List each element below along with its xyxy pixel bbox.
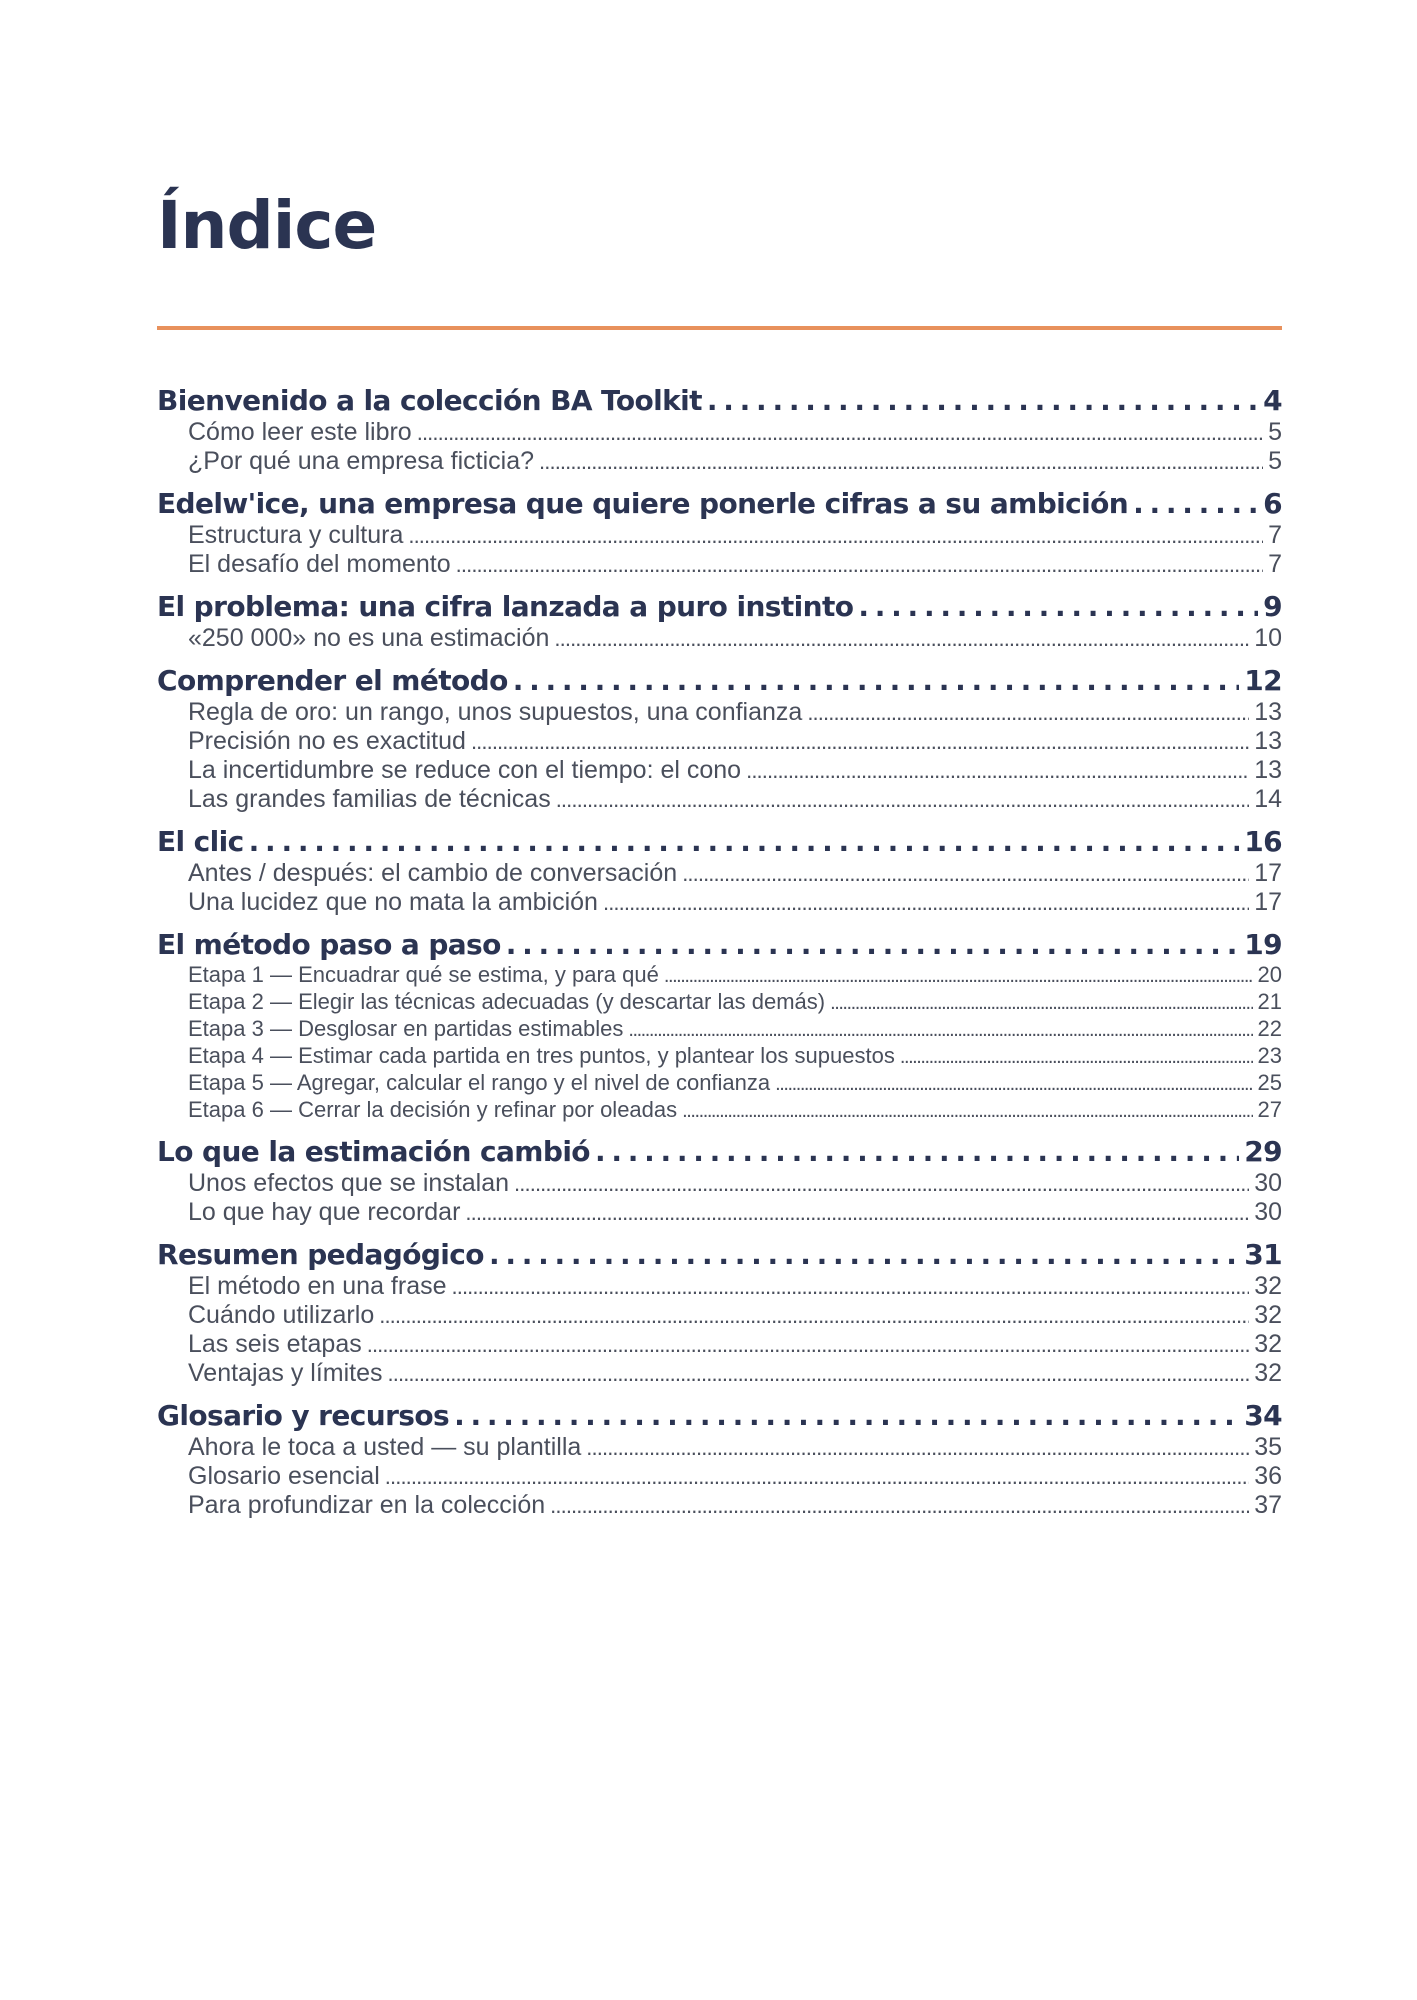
toc-chapter-entry-title: Lo que la estimación cambió bbox=[157, 1135, 590, 1168]
toc-section-entry[interactable] bbox=[157, 989, 1282, 1016]
toc-section-entry[interactable] bbox=[157, 756, 1282, 785]
dot-leader bbox=[807, 698, 1249, 727]
toc-section-entry[interactable] bbox=[157, 1016, 1282, 1043]
toc-chapter bbox=[157, 384, 1282, 476]
toc-section-entry[interactable] bbox=[157, 1462, 1282, 1491]
toc-section-entry-page-number: 25 bbox=[1257, 1070, 1282, 1095]
toc-section-entry-page-number: 7 bbox=[1268, 521, 1282, 549]
dot-leader bbox=[456, 550, 1263, 579]
dot-leader bbox=[586, 1433, 1249, 1462]
toc-section-entry-page-number: 23 bbox=[1257, 1043, 1282, 1068]
toc-section-entry-page-number: 35 bbox=[1254, 1433, 1282, 1461]
toc-chapter-entry-title: El clic bbox=[157, 825, 244, 858]
dot-leader bbox=[900, 1045, 1253, 1070]
toc-section-entry-title: «250 000» no es una estimación bbox=[188, 624, 550, 652]
toc-chapter-entry[interactable] bbox=[157, 1399, 1282, 1433]
toc-chapter bbox=[157, 1135, 1282, 1227]
dot-leader bbox=[603, 888, 1249, 917]
dot-leader bbox=[595, 1135, 1239, 1169]
toc-section-entry-title: Estructura y cultura bbox=[188, 521, 404, 549]
toc-section-entry[interactable] bbox=[157, 447, 1282, 476]
toc-section-entry-page-number: 36 bbox=[1254, 1462, 1282, 1490]
toc-chapter-entry-page-number: 12 bbox=[1244, 664, 1282, 697]
toc-chapter-entry-title: Glosario y recursos bbox=[157, 1399, 450, 1432]
toc-section-entry-page-number: 10 bbox=[1254, 624, 1282, 652]
toc-section-entry[interactable] bbox=[157, 1301, 1282, 1330]
toc-section-entry-title: Antes / después: el cambio de conversación bbox=[188, 859, 678, 887]
dot-leader bbox=[385, 1462, 1249, 1491]
dot-leader bbox=[682, 1099, 1252, 1124]
toc-section-entry-title: Ahora le toca a usted — su plantilla bbox=[188, 1433, 582, 1461]
toc-section-entry-page-number: 27 bbox=[1257, 1097, 1282, 1122]
dot-leader bbox=[554, 624, 1249, 653]
dot-leader bbox=[550, 1491, 1249, 1520]
toc-section-entry[interactable] bbox=[157, 859, 1282, 888]
dot-leader bbox=[454, 1399, 1239, 1433]
toc-chapter-entry-page-number: 6 bbox=[1263, 487, 1282, 520]
toc-section-entry-page-number: 30 bbox=[1254, 1169, 1282, 1197]
toc-section-entry-page-number: 5 bbox=[1268, 447, 1282, 475]
dot-leader bbox=[408, 521, 1263, 550]
toc-section-entry[interactable] bbox=[157, 1359, 1282, 1388]
toc-section-entry[interactable] bbox=[157, 1433, 1282, 1462]
toc-chapter bbox=[157, 928, 1282, 1124]
toc-section-entry-title: Regla de oro: un rango, unos supuestos, una confianza bbox=[188, 698, 803, 726]
toc-section-entry-title: La incertidumbre se reduce con el tiempo: el cono bbox=[188, 756, 742, 784]
toc-section-entry[interactable] bbox=[157, 962, 1282, 989]
toc-section-entry-title: Etapa 4 — Estimar cada partida en tres puntos, y plantear los supuestos bbox=[188, 1043, 895, 1068]
toc-section-entry-page-number: 32 bbox=[1254, 1272, 1282, 1300]
toc-chapter bbox=[157, 590, 1282, 653]
dot-leader bbox=[489, 1238, 1239, 1272]
toc-section-entry-page-number: 5 bbox=[1268, 418, 1282, 446]
toc-section-entry-title: Precisión no es exactitud bbox=[188, 727, 466, 755]
toc-chapter-entry[interactable] bbox=[157, 487, 1282, 521]
toc-section-entry[interactable] bbox=[157, 1169, 1282, 1198]
dot-leader bbox=[556, 785, 1249, 814]
toc-section-entry-page-number: 30 bbox=[1254, 1198, 1282, 1226]
toc-section-entry[interactable] bbox=[157, 1272, 1282, 1301]
dot-leader bbox=[379, 1301, 1249, 1330]
toc-section-entry-title: Cómo leer este libro bbox=[188, 418, 412, 446]
toc-chapter bbox=[157, 1399, 1282, 1520]
dot-leader bbox=[664, 964, 1253, 989]
dot-leader bbox=[417, 418, 1263, 447]
dot-leader bbox=[513, 664, 1240, 698]
toc-chapter-entry-page-number: 29 bbox=[1244, 1135, 1282, 1168]
toc-section-entry-page-number: 14 bbox=[1254, 785, 1282, 813]
toc-section-entry-title: Etapa 5 — Agregar, calcular el rango y el nivel de confianza bbox=[188, 1070, 771, 1095]
dot-leader bbox=[465, 1198, 1249, 1227]
toc-chapter-entry-page-number: 9 bbox=[1263, 590, 1282, 623]
toc-chapter-entry-page-number: 31 bbox=[1244, 1238, 1282, 1271]
dot-leader bbox=[707, 384, 1258, 418]
toc-chapter-entry-title: Comprender el método bbox=[157, 664, 508, 697]
toc-section-entry-title: Lo que hay que recordar bbox=[188, 1198, 461, 1226]
dot-leader bbox=[388, 1359, 1250, 1388]
toc-chapter bbox=[157, 487, 1282, 579]
toc-chapter-entry[interactable] bbox=[157, 590, 1282, 624]
toc-section-entry[interactable] bbox=[157, 785, 1282, 814]
toc-section-entry[interactable] bbox=[157, 1070, 1282, 1097]
toc-chapter-entry-title: Bienvenido a la colección BA Toolkit bbox=[157, 384, 702, 417]
toc-section-entry-page-number: 37 bbox=[1254, 1491, 1282, 1519]
toc-section-entry[interactable] bbox=[157, 1330, 1282, 1359]
toc-chapter-entry-title: Resumen pedagógico bbox=[157, 1238, 484, 1271]
dot-leader bbox=[249, 825, 1240, 859]
toc-chapter-entry-page-number: 4 bbox=[1263, 384, 1282, 417]
dot-leader bbox=[452, 1272, 1250, 1301]
toc-section-entry[interactable] bbox=[157, 1097, 1282, 1124]
toc-section-entry-page-number: 21 bbox=[1257, 989, 1282, 1014]
toc-chapter-entry[interactable] bbox=[157, 1238, 1282, 1272]
toc-section-entry-title: Etapa 3 — Desglosar en partidas estimables bbox=[188, 1016, 624, 1041]
toc-chapter-entry[interactable] bbox=[157, 384, 1282, 418]
dot-leader bbox=[1133, 487, 1258, 521]
toc-chapter bbox=[157, 825, 1282, 917]
toc-section-entry-page-number: 22 bbox=[1257, 1016, 1282, 1041]
toc-section-entry[interactable] bbox=[157, 624, 1282, 653]
dot-leader bbox=[830, 991, 1252, 1016]
toc-section-entry-title: ¿Por qué una empresa ficticia? bbox=[188, 447, 535, 475]
toc-section-entry[interactable] bbox=[157, 521, 1282, 550]
toc-section-entry-page-number: 17 bbox=[1254, 859, 1282, 887]
toc-chapter-entry-page-number: 19 bbox=[1244, 928, 1282, 961]
table-of-contents bbox=[157, 384, 1282, 1531]
toc-chapter-entry[interactable] bbox=[157, 664, 1282, 698]
toc-section-entry[interactable] bbox=[157, 418, 1282, 447]
toc-chapter-entry-title: El problema: una cifra lanzada a puro instinto bbox=[157, 590, 854, 623]
toc-section-entry[interactable] bbox=[157, 550, 1282, 579]
page-title: Índice bbox=[157, 187, 377, 264]
toc-section-entry-title: El método en una frase bbox=[188, 1272, 447, 1300]
title-divider bbox=[157, 326, 1282, 330]
toc-chapter-entry[interactable] bbox=[157, 825, 1282, 859]
toc-section-entry-title: Ventajas y límites bbox=[188, 1359, 383, 1387]
toc-section-entry[interactable] bbox=[157, 1198, 1282, 1227]
toc-section-entry-title: Etapa 2 — Elegir las técnicas adecuadas (y descartar las demás) bbox=[188, 989, 826, 1014]
toc-section-entry-page-number: 13 bbox=[1254, 698, 1282, 726]
toc-section-entry-title: Etapa 6 — Cerrar la decisión y refinar por oleadas bbox=[188, 1097, 678, 1122]
dot-leader bbox=[775, 1072, 1252, 1097]
dot-leader bbox=[682, 859, 1249, 888]
toc-chapter bbox=[157, 1238, 1282, 1388]
toc-section-entry-page-number: 32 bbox=[1254, 1359, 1282, 1387]
toc-section-entry-page-number: 13 bbox=[1254, 727, 1282, 755]
dot-leader bbox=[539, 447, 1263, 476]
toc-chapter-entry[interactable] bbox=[157, 928, 1282, 962]
toc-section-entry-title: Para profundizar en la colección bbox=[188, 1491, 546, 1519]
toc-chapter-entry-page-number: 34 bbox=[1244, 1399, 1282, 1432]
dot-leader bbox=[858, 590, 1258, 624]
toc-section-entry[interactable] bbox=[157, 727, 1282, 756]
toc-section-entry-page-number: 13 bbox=[1254, 756, 1282, 784]
toc-section-entry-page-number: 32 bbox=[1254, 1301, 1282, 1329]
toc-section-entry-title: Glosario esencial bbox=[188, 1462, 380, 1490]
toc-section-entry-page-number: 20 bbox=[1257, 962, 1282, 987]
toc-section-entry[interactable] bbox=[157, 888, 1282, 917]
toc-chapter-entry-title: Edelw'ice, una empresa que quiere ponerle cifras a su ambición bbox=[157, 487, 1129, 520]
toc-section-entry[interactable] bbox=[157, 698, 1282, 727]
dot-leader bbox=[514, 1169, 1249, 1198]
toc-section-entry-title: Unos efectos que se instalan bbox=[188, 1169, 510, 1197]
toc-chapter-entry[interactable] bbox=[157, 1135, 1282, 1169]
dot-leader bbox=[628, 1018, 1252, 1043]
toc-section-entry-title: Las seis etapas bbox=[188, 1330, 362, 1358]
dot-leader bbox=[506, 928, 1239, 962]
dot-leader bbox=[471, 727, 1249, 756]
toc-section-entry-page-number: 32 bbox=[1254, 1330, 1282, 1358]
toc-chapter-entry-title: El método paso a paso bbox=[157, 928, 501, 961]
dot-leader bbox=[367, 1330, 1249, 1359]
toc-section-entry-title: El desafío del momento bbox=[188, 550, 451, 578]
toc-section-entry[interactable] bbox=[157, 1491, 1282, 1520]
toc-section-entry-title: Las grandes familias de técnicas bbox=[188, 785, 551, 813]
toc-chapter-entry-page-number: 16 bbox=[1244, 825, 1282, 858]
toc-chapter bbox=[157, 664, 1282, 814]
toc-section-entry-title: Etapa 1 — Encuadrar qué se estima, y para qué bbox=[188, 962, 659, 987]
toc-section-entry-page-number: 7 bbox=[1268, 550, 1282, 578]
toc-section-entry-page-number: 17 bbox=[1254, 888, 1282, 916]
dot-leader bbox=[746, 756, 1249, 785]
toc-section-entry-title: Una lucidez que no mata la ambición bbox=[188, 888, 598, 916]
toc-section-entry-title: Cuándo utilizarlo bbox=[188, 1301, 375, 1329]
toc-section-entry[interactable] bbox=[157, 1043, 1282, 1070]
